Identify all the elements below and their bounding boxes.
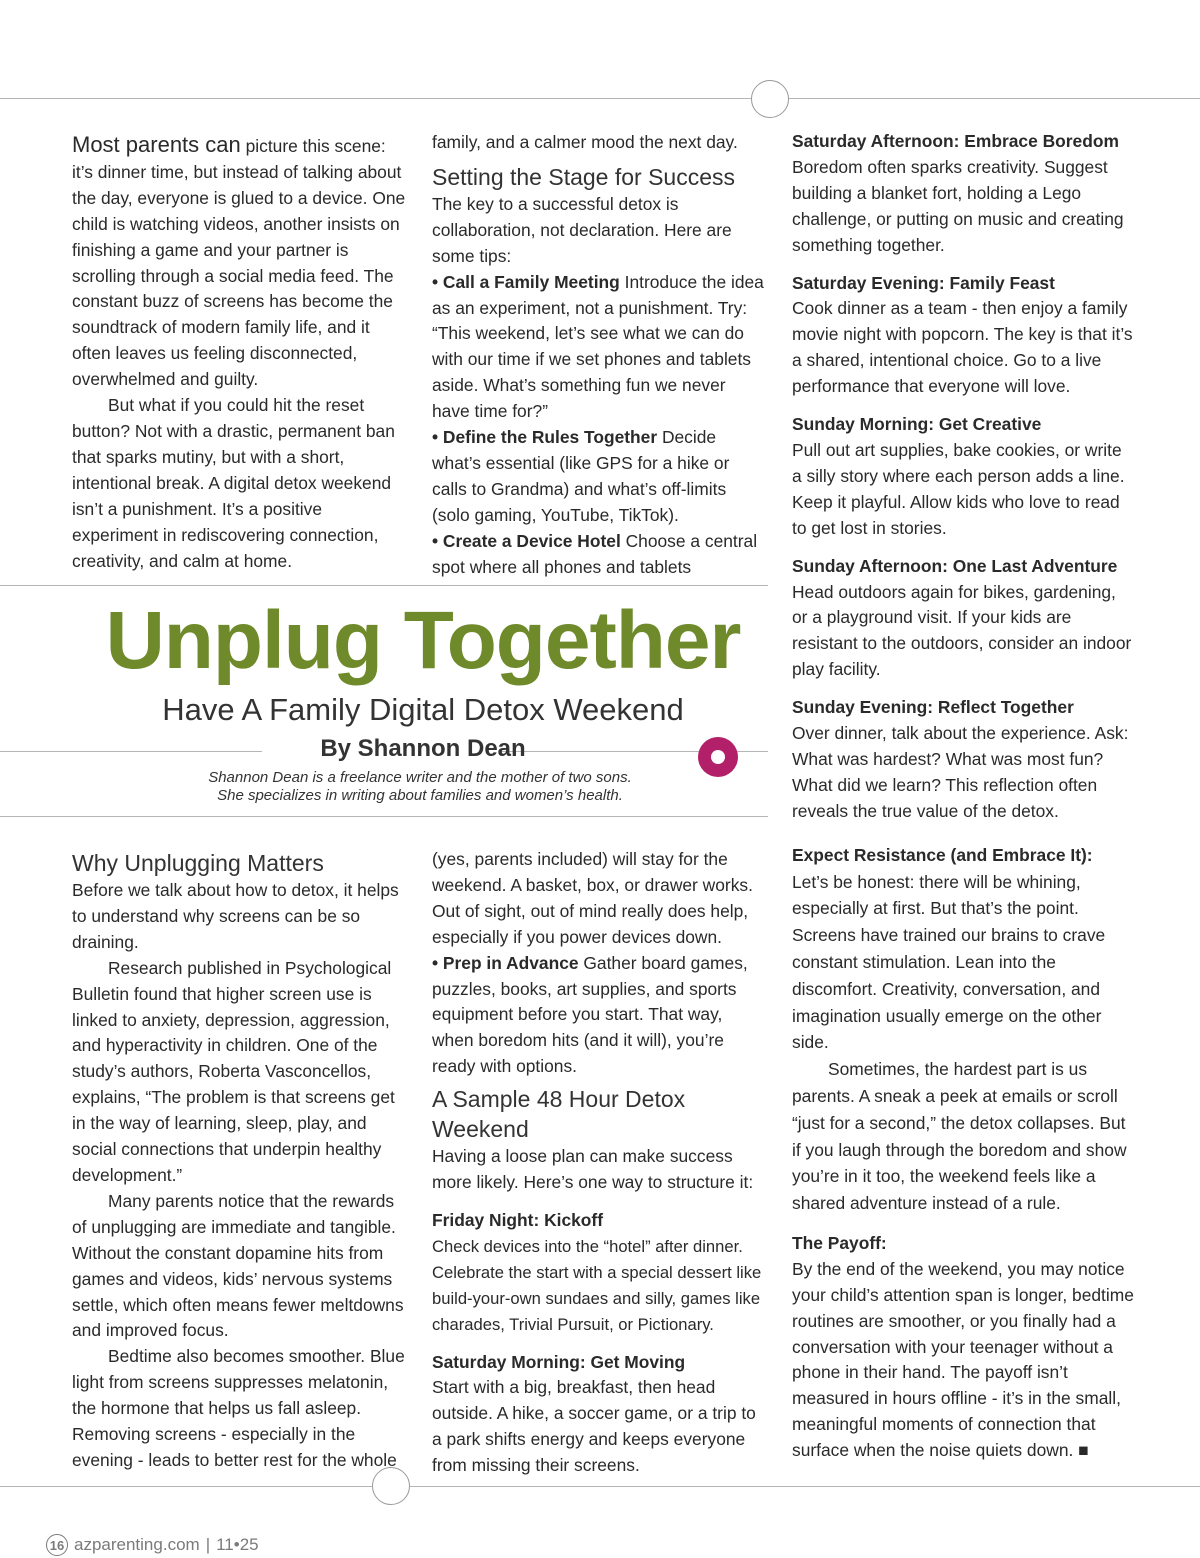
- schedule-heading: Sunday Evening: Reflect Together: [792, 697, 1074, 718]
- body-paragraph: By the end of the weekend, you may notice your child’s attention span is longer, bedtime routines are smoother, or you finally had a conversation with your teenager without a phone in their hand. The payoff isn’t measured in hours offline - it’s in the small, meaningful moments of connection that surface when the noise quiets down. ■: [792, 1258, 1134, 1461]
- body-paragraph: Bedtime also becomes smoother. Blue light from screens suppresses melatonin, the hormone that helps us fall asleep. Removing screens - especially in the evening - leads to better rest for the whole: [72, 1346, 405, 1470]
- article-title: Unplug Together: [105, 595, 741, 686]
- schedule-heading: Friday Night: Kickoff: [432, 1209, 604, 1230]
- bottom-column-1: [72, 848, 412, 1474]
- byline: By Shannon Dean: [320, 735, 526, 762]
- schedule-heading: Saturday Morning: Get Moving: [432, 1351, 686, 1372]
- schedule-text: Head outdoors again for bikes, gardening, or a playground visit. If your kids are resistant to the outdoors, consider an indoor play facility.: [792, 581, 1132, 680]
- body-paragraph: Many parents notice that the rewards of unplugging are immediate and tangible. Without the constant dopamine hits from games and videos, kids’ nervous systems settle, which often means fewer meltdowns and improved focus.: [72, 1190, 404, 1341]
- author-bio-line: Shannon Dean is a freelance writer and the mother of two sons.: [208, 769, 632, 786]
- footer-site: azparenting.com: [74, 1535, 200, 1554]
- title-bottom-rule: [0, 816, 768, 817]
- author-bio-line: She specializes in writing about families and women’s health.: [217, 787, 623, 804]
- section-heading: A Sample 48 Hour Detox Weekend: [432, 1086, 686, 1143]
- top-column-1: [72, 132, 408, 574]
- schedule-text: Cook dinner as a team - then enjoy a family movie night with popcorn. The key is that it’s a shared, intentional choice. Go to a live performance that everyone will love.: [792, 298, 1133, 397]
- schedule-text: Over dinner, talk about the experience. Ask: What was hardest? What was most fun? What did we learn? This reflection often reveals the true value of the detox.: [792, 723, 1129, 821]
- top-rule: [0, 98, 1200, 99]
- lead-in: Most parents can: [72, 132, 241, 157]
- tip-item: • Prep in Advance Gather board games, puzzles, books, art supplies, and sports equipment before you start. That way, when boredom hits (and it will), you’re ready with options.: [432, 952, 748, 1077]
- body-paragraph: Let’s be honest: there will be whining, especially at first. But that’s the point. Screens have trained our brains to crave constant stimulation. Lean into the discomfort. Creativity, conversation, and imagination usually emerge on the other side.: [792, 871, 1106, 1053]
- schedule-heading: Sunday Afternoon: One Last Adventure: [792, 555, 1118, 576]
- body-paragraph: But what if you could hit the reset button? Not with a drastic, permanent ban that sparks mutiny, but with a short, intentional break. A digital detox weekend isn’t a punishment. It’s a positive experiment in rediscovering connection, creativity, and calm at home.: [72, 395, 395, 571]
- body-paragraph: The key to a successful detox is collaboration, not declaration. Here are some tips:: [432, 193, 732, 266]
- section-heading: Why Unplugging Matters: [72, 850, 324, 876]
- author-bio: [0, 769, 840, 805]
- body-paragraph: Sometimes, the hardest part is us parents. A sneak a peek at emails or scroll “just for a second,” the detox collapses. But if you laugh through the boredom and show you’re in it too, the weekend feels like a shared adventure instead of a rule.: [792, 1059, 1127, 1214]
- schedule-heading: Saturday Evening: Family Feast: [792, 272, 1055, 293]
- continued-text: (yes, parents included) will stay for the weekend. A basket, box, or drawer works. Out of sight, out of mind really does help, especially if you power devices down.: [432, 849, 753, 947]
- section-heading: Setting the Stage for Success: [432, 163, 736, 190]
- page-number: 16: [46, 1534, 68, 1556]
- continued-text: family, and a calmer mood the next day.: [432, 132, 738, 152]
- body-paragraph: Research published in Psychological Bulletin found that higher screen use is linked to anxiety, depression, aggression, and hyperactivity in children. One of the study’s authors, Roberta Vasconcellos, explains, “The problem is that screens get in the way of learning, sleep, play, and social connections that underpin healthy development.”: [72, 957, 395, 1185]
- body-paragraph: Having a loose plan can make success more likely. Here’s one way to structure it:: [432, 1146, 754, 1193]
- tip-item: • Create a Device Hotel Choose a central spot where all phones and tablets: [432, 530, 758, 577]
- tip-item: • Call a Family Meeting Introduce the idea as an experiment, not a punishment. Try: “This weekend, let’s see what we can do with our time if we set phones and tablets aside. What’s something fun we never have time for?”: [432, 271, 764, 422]
- schedule-text: Boredom often sparks creativity. Suggest building a blanket fort, holding a Lego challenge, or putting on music and creating something together.: [792, 156, 1124, 255]
- bottom-rule: [0, 1486, 1200, 1487]
- footer-separator: |: [205, 1535, 211, 1554]
- schedule-heading: Sunday Morning: Get Creative: [792, 414, 1042, 435]
- article-subtitle: Have A Family Digital Detox Weekend: [162, 692, 684, 727]
- schedule-text: Start with a big, breakfast, then head outside. A hike, a soccer game, or a trip to a park shifts energy and keeps everyone from missing their screens.: [432, 1377, 756, 1476]
- page-footer: [46, 1534, 259, 1556]
- footer-issue: 11•25: [216, 1535, 259, 1554]
- intro-paragraph: Most parents can picture this scene: it’s dinner time, but instead of talking about the day, everyone is glued to a device. One child is watching videos, another insists on finishing a game and your partner is scrolling through a social media feed. The constant buzz of screens has become the soundtrack of modern family life, and it often leaves us feeling disconnected, overwhelmed and guilty.: [72, 132, 406, 390]
- bottom-column-2: [432, 847, 768, 1479]
- top-circle-ornament: [751, 80, 789, 118]
- schedule-heading: Saturday Afternoon: Embrace Boredom: [792, 131, 1119, 151]
- title-top-rule: [0, 585, 768, 586]
- schedule-heading: The Payoff:: [792, 1232, 887, 1253]
- schedule-text: Check devices into the “hotel” after dinner. Celebrate the start with a special dessert like build-your-own sundaes and silly, games like charades, Trivial Pursuit, or Pictionary.: [432, 1236, 762, 1334]
- schedule-heading: Expect Resistance (and Embrace It):: [792, 844, 1093, 865]
- schedule-text: Pull out art supplies, bake cookies, or write a silly story where each person adds a line. Keep it playful. Allow kids who love to read to get lost in stories.: [792, 439, 1125, 538]
- body-paragraph: Before we talk about how to detox, it helps to understand why screens can be so draining.: [72, 880, 399, 952]
- top-column-2: [432, 130, 764, 581]
- right-column: [792, 129, 1134, 1464]
- tip-item: • Define the Rules Together Decide what’s essential (like GPS for a hike or calls to Grandma) and what’s off-limits (solo gaming, YouTube, TikTok).: [432, 427, 730, 525]
